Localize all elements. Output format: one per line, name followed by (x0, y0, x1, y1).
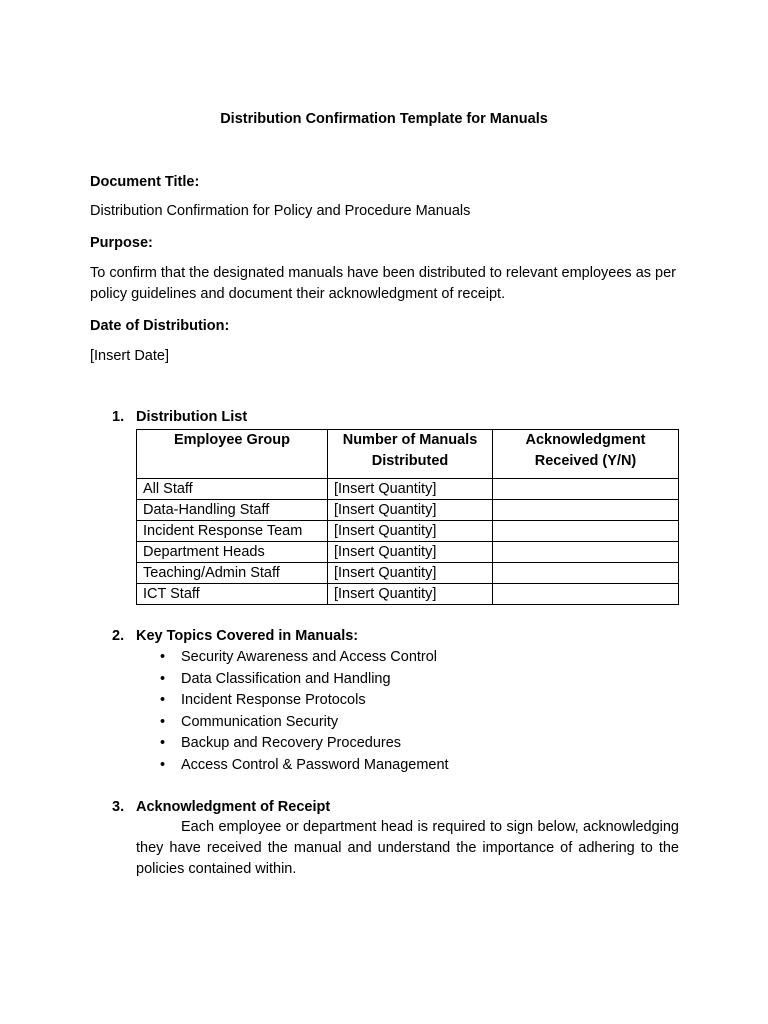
cell-quantity[interactable]: [Insert Quantity] (328, 521, 493, 542)
table-header-row (137, 430, 679, 479)
table-row (137, 479, 679, 500)
list-item (136, 712, 449, 734)
cell-employee-group: Teaching/Admin Staff (137, 563, 328, 584)
table-row (137, 521, 679, 542)
list-item (136, 647, 449, 669)
topics-list (136, 647, 449, 777)
table-row (137, 584, 679, 605)
document-title-label: Document Title: (90, 174, 200, 190)
bullet-icon: • (160, 735, 166, 752)
date-label: Date of Distribution: (90, 318, 230, 334)
cell-acknowledgment[interactable] (493, 584, 679, 605)
section-1-title: Distribution List (136, 409, 248, 425)
purpose-label: Purpose: (90, 235, 153, 251)
list-item (136, 669, 449, 691)
bullet-icon: • (160, 713, 166, 730)
cell-quantity[interactable]: [Insert Quantity] (328, 542, 493, 563)
section-3-title: Acknowledgment of Receipt (136, 799, 331, 815)
table-row (137, 500, 679, 521)
bullet-icon: • (160, 670, 166, 687)
cell-acknowledgment[interactable] (493, 479, 679, 500)
section-2-number: 2. (112, 628, 125, 644)
list-item-text: Security Awareness and Access Control (181, 649, 438, 665)
list-item (136, 690, 449, 712)
distribution-table (136, 429, 679, 605)
cell-acknowledgment[interactable] (493, 521, 679, 542)
table-row (137, 563, 679, 584)
cell-employee-group: ICT Staff (137, 584, 328, 605)
bullet-icon: • (160, 649, 166, 665)
cell-acknowledgment[interactable] (493, 563, 679, 584)
bullet-icon: • (160, 756, 166, 773)
list-item-text: Incident Response Protocols (181, 692, 366, 709)
cell-employee-group: Department Heads (137, 542, 328, 563)
header-employee-group: Employee Group (137, 430, 328, 479)
table-row (137, 542, 679, 563)
purpose-value: To confirm that the designated manuals have been distributed to relevant employees as per policy guidelines and document their acknowledgment of receipt. (90, 265, 676, 302)
list-item-text: Communication Security (181, 713, 339, 730)
list-item (136, 733, 449, 755)
date-value: [Insert Date] (90, 348, 169, 364)
section-2-title: Key Topics Covered in Manuals: (136, 628, 359, 644)
cell-acknowledgment[interactable] (493, 542, 679, 563)
cell-employee-group: Data-Handling Staff (137, 500, 328, 521)
list-item-text: Data Classification and Handling (181, 670, 391, 687)
section-3-number: 3. (112, 799, 125, 815)
cell-quantity[interactable]: [Insert Quantity] (328, 563, 493, 584)
header-acknowledgment: Acknowledgment Received (Y/N) (493, 430, 679, 479)
list-item (136, 755, 449, 777)
cell-quantity[interactable]: [Insert Quantity] (328, 584, 493, 605)
document-title-value: Distribution Confirmation for Policy and Procedure Manuals (90, 203, 471, 219)
list-item-text: Access Control & Password Management (181, 756, 449, 773)
bullet-icon: • (160, 692, 166, 709)
cell-acknowledgment[interactable] (493, 500, 679, 521)
header-number-distributed: Number of Manuals Distributed (328, 430, 493, 479)
cell-employee-group: All Staff (137, 479, 328, 500)
cell-quantity[interactable]: [Insert Quantity] (328, 479, 493, 500)
list-item-text: Backup and Recovery Procedures (181, 735, 402, 752)
cell-quantity[interactable]: [Insert Quantity] (328, 500, 493, 521)
document-heading: Distribution Confirmation Template for Manuals (220, 111, 548, 127)
cell-employee-group: Incident Response Team (137, 521, 328, 542)
section-1-number: 1. (112, 409, 125, 425)
acknowledgment-paragraph: Each employee or department head is required to sign below, acknowledging they have received the manual and understand the importance of adhering to the policies contained within. (136, 819, 679, 877)
